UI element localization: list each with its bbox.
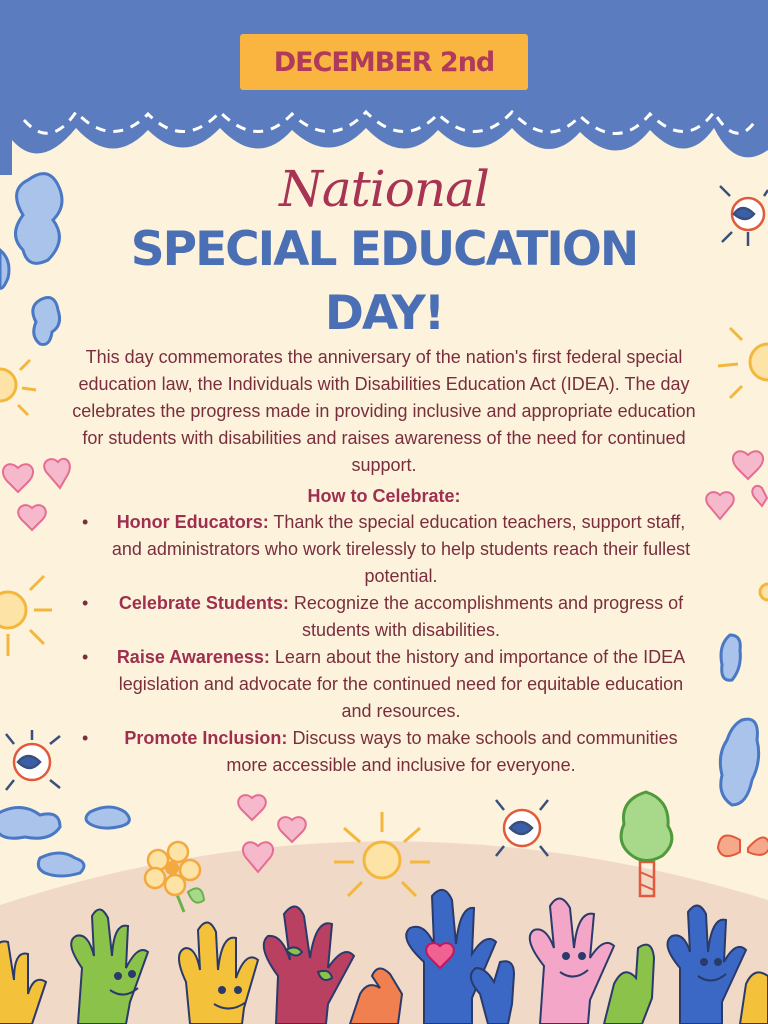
list-item-text: Discuss ways to make schools and communities more accessible and inclusive for everyone.	[226, 728, 678, 775]
list-item-text: Learn about the history and importance of the IDEA legislation and advocate for the continued need for equitable education and resources.	[118, 647, 686, 721]
list-item-lead: Promote Inclusion:	[124, 728, 288, 748]
list-item	[80, 590, 700, 644]
heart-icon	[706, 451, 767, 519]
list-item	[80, 725, 700, 779]
list-item	[80, 509, 700, 590]
list-item	[80, 644, 700, 725]
flower-icon	[145, 842, 204, 912]
script-title: National	[279, 160, 489, 218]
bullet-icon: •	[82, 728, 89, 748]
cloud-icon	[720, 635, 758, 805]
heart-icon	[238, 795, 306, 872]
intro-paragraph: This day commemorates the anniversary of the nation's first federal special education law, the Individuals with Disabilities Education Act (IDEA). The day celebrates the progress made in providing inclusive and appropriate education for students with disabilities and raises awareness of the need for continued support.	[72, 347, 696, 475]
celebrate-heading: How to Celebrate:	[307, 486, 461, 506]
main-title-line-2: DAY!	[324, 286, 444, 341]
celebrate-list	[80, 509, 700, 779]
list-item-lead: Celebrate Students:	[118, 593, 289, 613]
list-item-lead: Honor Educators:	[116, 512, 269, 532]
heart-icon	[3, 459, 70, 530]
list-item-text: Recognize the accomplishments and progress of students with disabilities.	[293, 593, 684, 640]
date-badge	[240, 34, 528, 90]
main-title-line-1: SPECIAL EDUCATION	[130, 222, 638, 277]
butterfly-icon	[718, 836, 768, 857]
list-item-lead: Raise Awareness:	[116, 647, 270, 667]
bullet-icon: •	[82, 512, 89, 532]
bullet-icon: •	[82, 593, 89, 613]
main-title	[84, 218, 684, 346]
date-label: DECEMBER 2nd	[273, 46, 495, 78]
painted-hands-illustration	[0, 890, 768, 1024]
tree-icon	[621, 792, 672, 896]
list-item-text: Thank the special education teachers, support staff, and administrators who work tirelessly to help students reach their fullest potential.	[111, 512, 691, 586]
bullet-icon: •	[82, 647, 89, 667]
hill-shape	[0, 841, 768, 1024]
